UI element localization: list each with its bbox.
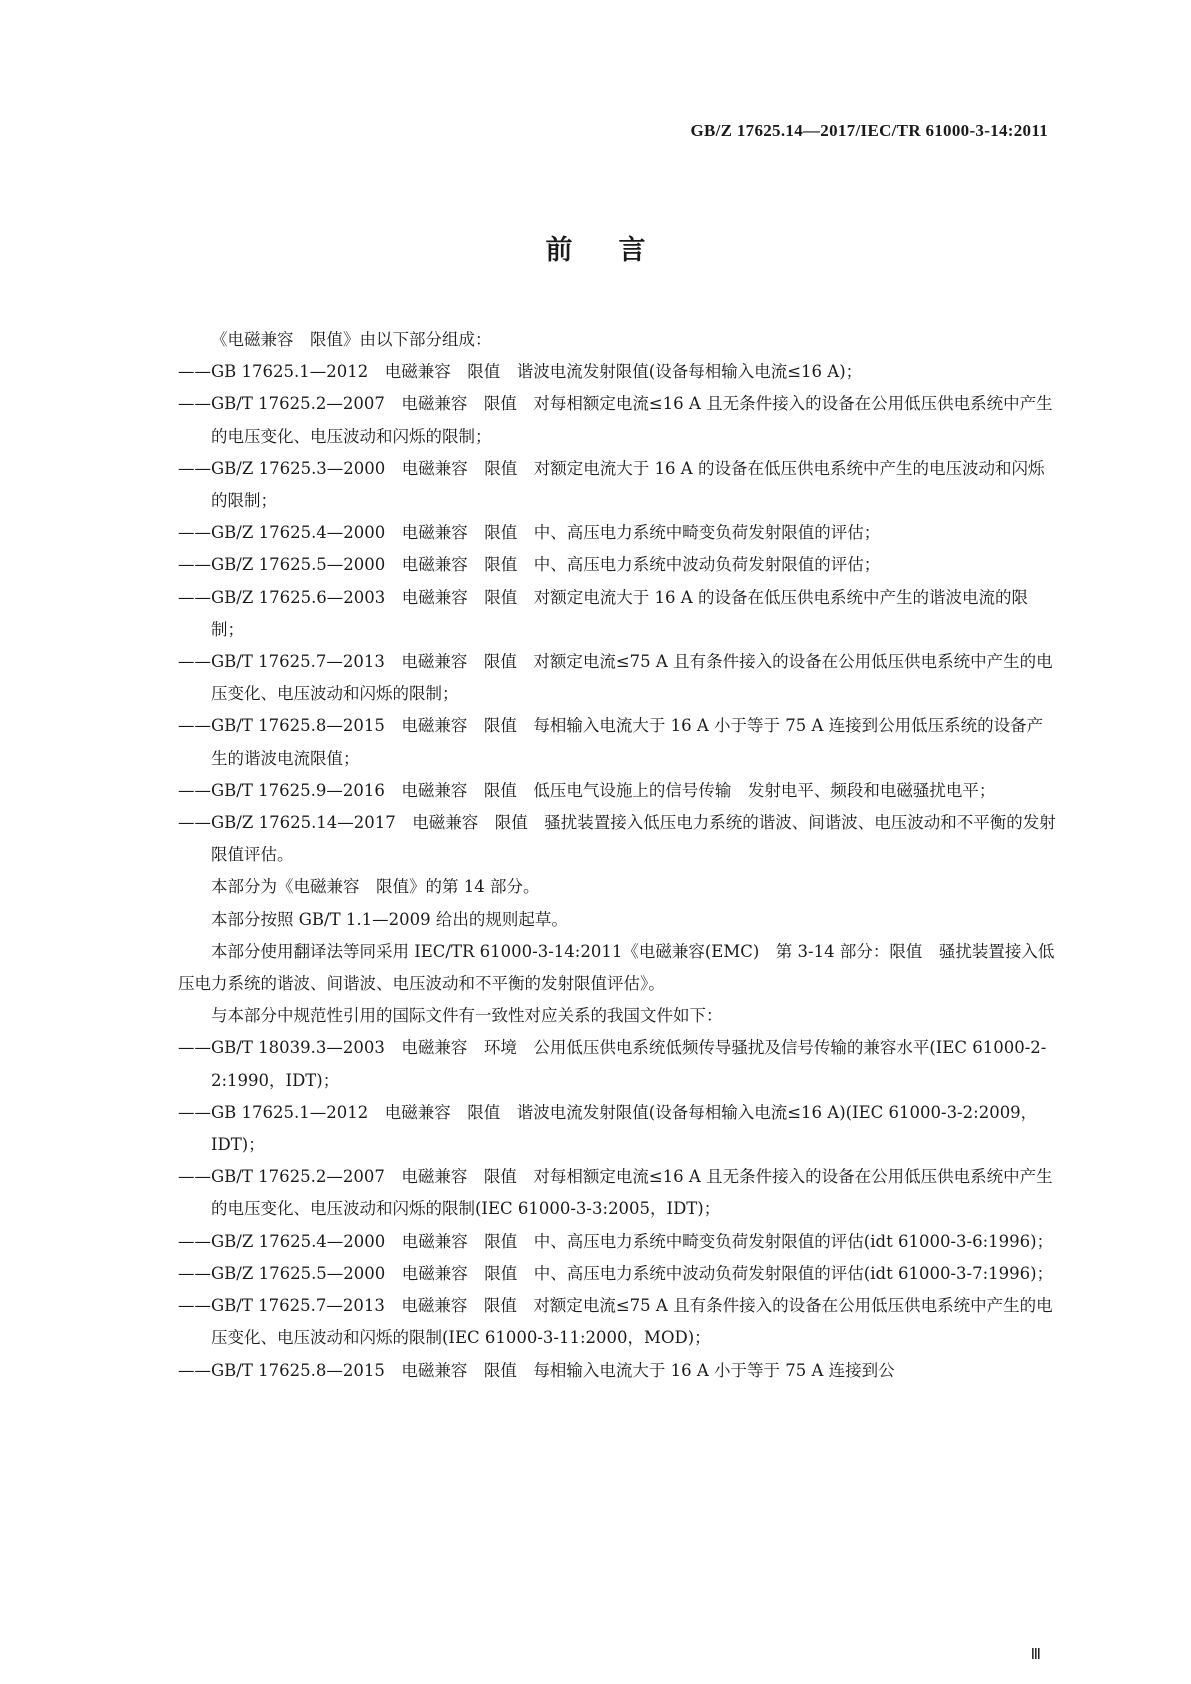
list-item: ——GB/Z 17625.5—2000 电磁兼容 限值 中、高压电力系统中波动负荷发射限值的评估； [178,555,881,575]
standard-number: GB/Z 17625.14—2017/IEC/TR 61000-3-14:2011 [690,121,1048,140]
part-statement: 本部分为《电磁兼容 限值》的第 14 部分。 [211,877,540,897]
list-item: ——GB/T 17625.8—2015 电磁兼容 限值 每相输入电流大于 16 A 小于等于 75 A 连接到公 [178,1360,895,1380]
list-item: ——GB 17625.1—2012 电磁兼容 限值 谐波电流发射限值(设备每相输入电流≤16 A)(IEC 61000-3-2:2009，IDT)； [178,1102,1038,1155]
list-item: ——GB/T 17625.9—2016 电磁兼容 限值 低压电气设施上的信号传输 发射电平、频段和电磁骚扰电平； [178,780,996,800]
page-title: 前言 [545,235,692,266]
list-item: ——GB/Z 17625.6—2003 电磁兼容 限值 对额定电流大于 16 A 的设备在低压供电系统中产生的谐波电流的限制； [178,587,1028,639]
list-item: ——GB/T 18039.3—2003 电磁兼容 环境 公用低压供电系统低频传导骚扰及信号传输的兼容水平(IEC 61000-2-2:1990，IDT)； [178,1038,1047,1090]
list-item: ——GB/Z 17625.4—2000 电磁兼容 限值 中、高压电力系统中畸变负荷发射限值的评估(idt 61000-3-6:1996)； [178,1231,1054,1251]
list-item: ——GB/T 17625.7—2013 电磁兼容 限值 对额定电流≤75 A 且有条件接入的设备在公用低压供电系统中产生的电压变化、电压波动和闪烁的限制； [178,652,1053,704]
correspondence-intro: 与本部分中规范性引用的国际文件有一致性对应关系的我国文件如下： [211,1006,723,1026]
list-item: ——GB/Z 17625.5—2000 电磁兼容 限值 中、高压电力系统中波动负荷发射限值的评估(idt 61000-3-7:1996)； [178,1263,1054,1283]
page-number: Ⅲ [1030,1647,1041,1663]
series-intro: 《电磁兼容 限值》由以下部分组成： [211,330,492,349]
translation-method: 本部分使用翻译法等同采用 IEC/TR 61000-3-14:2011《电磁兼容(EMC) 第 3-14 部分：限值 骚扰装置接入低压电力系统的谐波、间谐波、电压波动和不平衡的发射限值评估》。 [178,941,1055,994]
list-item: ——GB/T 17625.7—2013 电磁兼容 限值 对额定电流≤75 A 且有条件接入的设备在公用低压供电系统中产生的电压变化、电压波动和闪烁的限制(IEC 61000-3-11:2000，MOD)； [178,1296,1053,1348]
list-item: ——GB/Z 17625.3—2000 电磁兼容 限值 对额定电流大于 16 A 的设备在低压供电系统中产生的电压波动和闪烁的限制； [178,458,1045,511]
drafting-rule: 本部分按照 GB/T 1.1—2009 给出的规则起草。 [211,909,568,929]
list-item: ——GB/T 17625.2—2007 电磁兼容 限值 对每相额定电流≤16 A 且无条件接入的设备在公用低压供电系统中产生的电压变化、电压波动和闪烁的限制(IEC 61000-3-3:2005，IDT)； [178,1167,1053,1219]
list-item: ——GB/Z 17625.14—2017 电磁兼容 限值 骚扰装置接入低压电力系统的谐波、间谐波、电压波动和不平衡的发射限值评估。 [178,813,1056,865]
list-item: ——GB 17625.1—2012 电磁兼容 限值 谐波电流发射限值(设备每相输入电流≤16 A)； [178,362,863,382]
foreword-body [178,324,1058,1387]
list-item: ——GB/Z 17625.4—2000 电磁兼容 限值 中、高压电力系统中畸变负荷发射限值的评估； [178,523,881,543]
list-item: ——GB/T 17625.2—2007 电磁兼容 限值 对每相额定电流≤16 A 且无条件接入的设备在公用低压供电系统中产生的电压变化、电压波动和闪烁的限制； [178,394,1053,446]
list-item: ——GB/T 17625.8—2015 电磁兼容 限值 每相输入电流大于 16 A 小于等于 75 A 连接到公用低压系统的设备产生的谐波电流限值； [178,716,1044,768]
